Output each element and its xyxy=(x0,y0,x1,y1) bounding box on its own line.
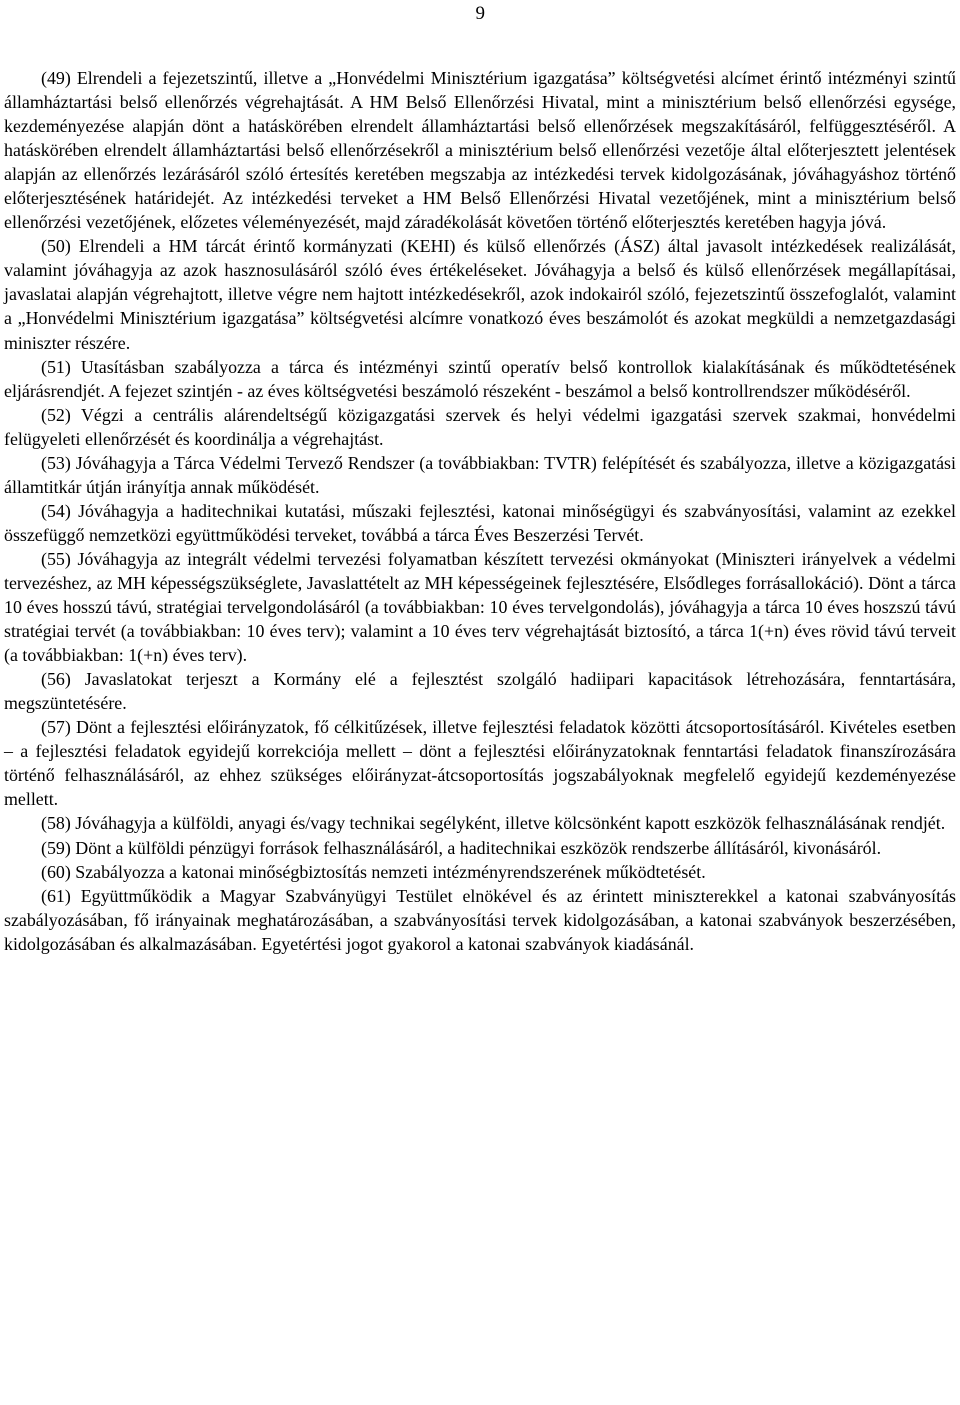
document-body xyxy=(4,66,956,956)
paragraph-54: (54) Jóváhagyja a haditechnikai kutatási, műszaki fejlesztési, katonai minőségügyi és szabványosítási, valamint az ezekkel összefüggő nemzetközi együttműködési terveket, továbbá a tárca Éves Beszerzési Tervét. xyxy=(4,500,956,545)
paragraph-50: (50) Elrendeli a HM tárcát érintő kormányzati (KEHI) és külső ellenőrzés (ÁSZ) által javasolt intézkedések realizálását, valamint jóváhagyja az azok hasznosulásáról szóló éves értékeléseket. Jóváhagyja a belső és külső ellenőrzések megállapításai, javaslatai alapján végrehajtott, illetve végre nem hajtott intézkedésekről, azok indokairól szóló, fejezetszintű összefoglalót, valamint a „Honvédelmi Minisztérium igazgatása” költségvetési alcímre vonatkozó éves beszámolót és azokat megküldi a nemzetgazdasági miniszter részére. xyxy=(4,236,956,353)
paragraph-49: (49) Elrendeli a fejezetszintű, illetve a „Honvédelmi Minisztérium igazgatása” költségvetési alcímet érintő intézményi szintű államháztartási belső ellenőrzés végrehajtását. A HM Belső Ellenőrzési Hivatal, mint a minisztérium belső ellenőrzési egysége, kezdeményezése alapján dönt a hatáskörében elrendelt államháztartási belső ellenőrzések megszakításáról, felfüggesztéséről. A hatáskörében elrendelt államháztartási belső ellenőrzésekről a minisztérium belső ellenőrzési vezetője által előterjesztett jelentések alapján az ellenőrzés lezárásáról szóló értesítés keretében megszabja az intézkedési tervek kidolgozásának, jóváhagyáshoz történő előterjesztésének határidejét. Az intézkedési terveket a HM Belső Ellenőrzési Hivatal vezetőjének, mint a minisztérium belső ellenőrzési vezetőjének, előzetes véleményezését, majd záradékolását követően történő előterjesztés keretében hagyja jóvá. xyxy=(4,68,956,233)
paragraph-59: (59) Dönt a külföldi pénzügyi források felhasználásáról, a haditechnikai eszközök rendszerbe állításáról, kivonásáról. xyxy=(41,837,882,858)
paragraph-51: (51) Utasításban szabályozza a tárca és intézményi szintű operatív belső kontrollok kialakításának és működtetésének eljárásrendjét. A fejezet szintjén - az éves költségvetési beszámoló részeként - beszámol a belső kontrollrendszer működéséről. xyxy=(4,356,956,401)
paragraph-61: (61) Együttműködik a Magyar Szabványügyi Testület elnökével és az érintett miniszterekkel a katonai szabványosítás szabályozásában, fő irányainak meghatározásában, a szabványosítási tervek kidolgozásában, a katonai szabványok beszerzésében, kidolgozásában és alkalmazásában. Egyetértési jogot gyakorol a katonai szabványok kiadásánál. xyxy=(4,885,956,954)
paragraph-57: (57) Dönt a fejlesztési előirányzatok, fő célkitűzések, illetve fejlesztési feladatok közötti átcsoportosításáról. Kivételes esetben – a fejlesztési feladatok egyidejű korrekciója mellett – dönt a fejlesztési előirányzatoknak fenntartási feladatok finanszírozására történő felhasználásáról, az ehhez szükséges előirányzat-átcsoportosítás jogszabályoknak megfelelő egyidejű kezdeményezése mellett. xyxy=(4,717,956,810)
paragraph-53: (53) Jóváhagyja a Tárca Védelmi Tervező Rendszer (a továbbiakban: TVTR) felépítését és szabályozza, illetve a közigazgatási államtitkár útján irányítja annak működését. xyxy=(4,452,956,497)
paragraph-55: (55) Jóváhagyja az integrált védelmi tervezési folyamatban készített tervezési okmányokat (Miniszteri irányelvek a védelmi tervezéshez, az MH képességszükséglete, Javaslattételt az MH képességeinek fejlesztésére, Elsődleges forrásallokáció). Dönt a tárca 10 éves hosszú távú, stratégiai tervelgondolásáról (a továbbiakban: 10 éves tervelgondolás), jóváhagyja a tárca 10 éves hoszszú távú stratégiai tervét (a továbbiakban: 10 éves terv); valamint a 10 éves terv végrehajtását biztosító, a tárca 1(+n) éves rövid távú terveit (a továbbiakban: 1(+n) éves terv). xyxy=(4,548,956,666)
paragraph-52: (52) Végzi a centrális alárendeltségű közigazgatási szervek és helyi védelmi igazgatási szervek szakmai, honvédelmi felügyeleti ellenőrzését és koordinálja a végrehajtást. xyxy=(4,404,956,449)
paragraph-58: (58) Jóváhagyja a külföldi, anyagi és/vagy technikai segélyként, illetve kölcsönként kapott eszközök felhasználásának rendjét. xyxy=(41,813,946,834)
paragraph-60: (60) Szabályozza a katonai minőségbiztosítás nemzeti intézményrendszerének működtetését. xyxy=(41,861,706,882)
paragraph-56: (56) Javaslatokat terjeszt a Kormány elé a fejlesztést szolgáló hadiipari kapacitások létrehozására, fenntartására, megszüntetésére. xyxy=(4,669,956,714)
page-number: 9 xyxy=(475,3,485,24)
